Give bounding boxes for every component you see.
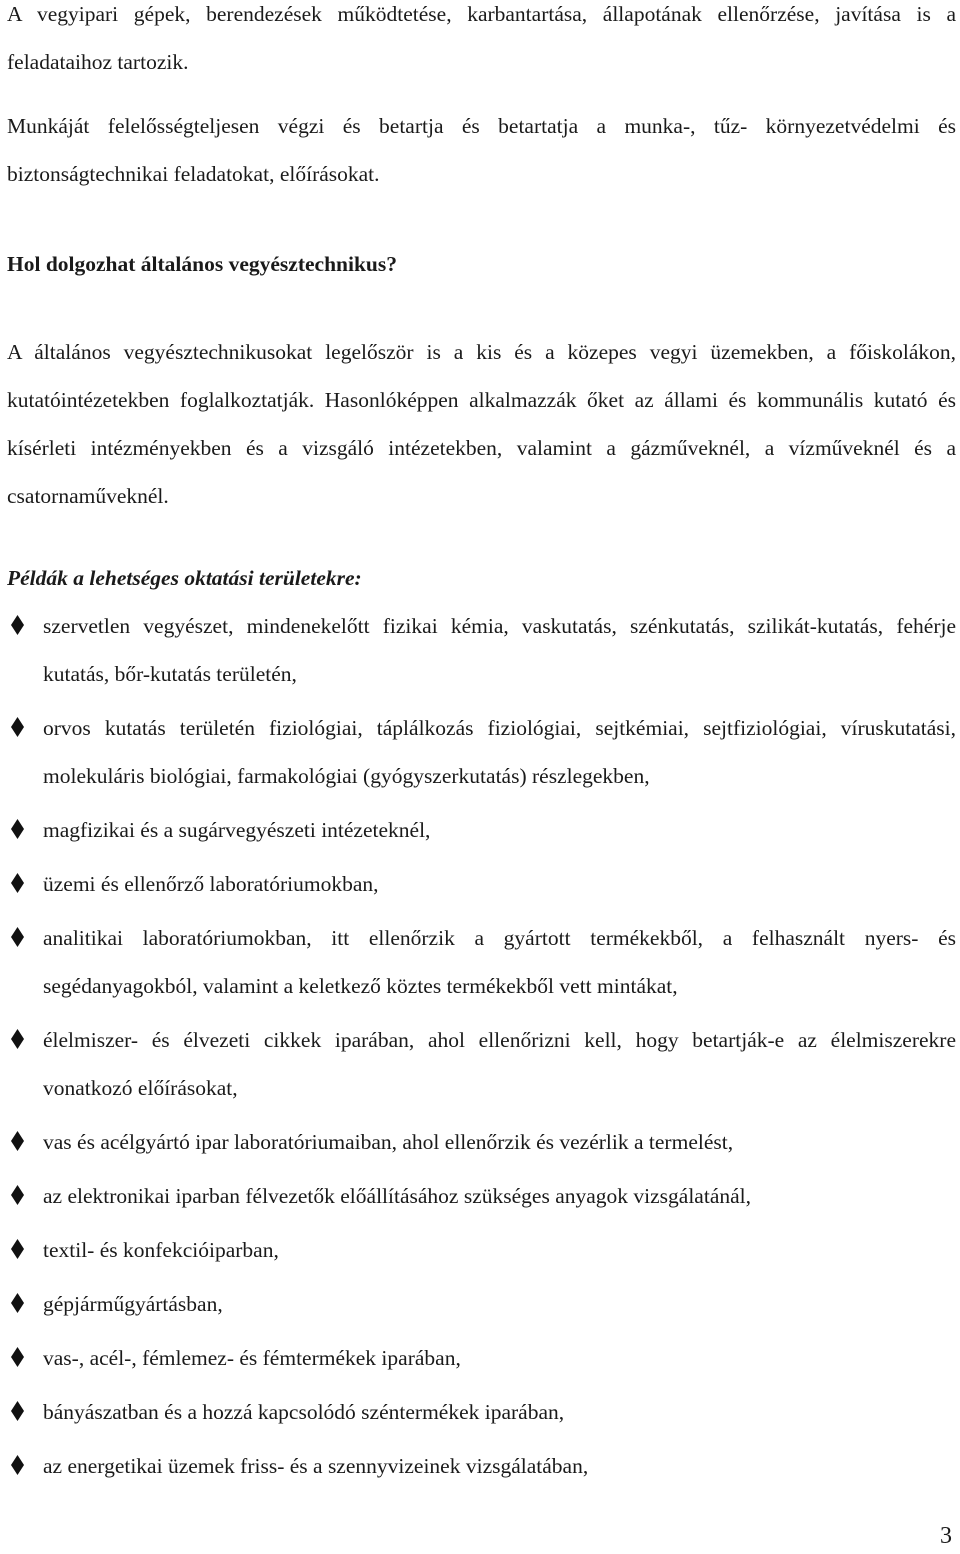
diamond-bullet-icon <box>11 1347 24 1367</box>
section-heading: Hol dolgozhat általános vegyésztechnikus? <box>7 252 398 276</box>
list-item <box>0 704 960 800</box>
diamond-bullet-icon <box>11 1401 24 1421</box>
intro-paragraph-2: Munkáját felelősségteljesen végzi és betartja és betartatja a munka-, tűz- környezetvédelmi és biztonságtechnikai feladatokat, előírásokat. <box>7 114 956 186</box>
list-item <box>0 806 960 854</box>
list-item-text: textil- és konfekcióiparban, <box>43 1238 279 1262</box>
diamond-bullet-icon <box>11 819 24 839</box>
page-number: 3 <box>940 1523 952 1549</box>
list-item-text: az energetikai üzemek friss- és a szennyvizeinek vizsgálatában, <box>43 1454 589 1478</box>
diamond-bullet-icon <box>11 1131 24 1151</box>
list-item <box>0 914 960 1010</box>
list-item-text: az elektronikai iparban félvezetők előállításához szükséges anyagok vizsgálatánál, <box>43 1184 751 1208</box>
list-item-text: bányászatban és a hozzá kapcsolódó széntermékek iparában, <box>43 1400 565 1424</box>
diamond-bullet-icon <box>11 717 24 737</box>
list-item-text: vas és acélgyártó ipar laboratóriumaiban, ahol ellenőrzik és vezérlik a termelést, <box>43 1130 734 1154</box>
diamond-bullet-icon <box>11 1239 24 1259</box>
list-item-text: orvos kutatás területén fiziológiai, táplálkozás fiziológiai, sejtkémiai, sejtfiziológiai, víruskutatási, molekuláris biológiai, farmakológiai (gyógyszerkutatás) részlegekben, <box>43 716 956 788</box>
list-item-text: élelmiszer- és élvezeti cikkek iparában, ahol ellenőrizni kell, hogy betartják-e az élelmiszerekre vonatkozó előírásokat, <box>43 1028 956 1100</box>
diamond-bullet-icon <box>11 1455 24 1475</box>
diamond-bullet-icon <box>11 873 24 893</box>
diamond-bullet-icon <box>11 1029 24 1049</box>
list-item <box>0 1442 960 1490</box>
list-item-text: szervetlen vegyészet, mindenekelőtt fizikai kémia, vaskutatás, szénkutatás, szilikát-kutatás, fehérje kutatás, bőr-kutatás területén, <box>43 614 956 686</box>
list-item-text: analitikai laboratóriumokban, itt ellenőrzik a gyártott termékekből, a felhasznált nyers- és segédanyagokból, valamint a keletkező köztes termékekből vett mintákat, <box>43 926 956 998</box>
list-item <box>0 602 960 698</box>
diamond-bullet-icon <box>11 927 24 947</box>
list-item-text: gépjárműgyártásban, <box>43 1292 223 1316</box>
list-item <box>0 1334 960 1382</box>
diamond-bullet-icon <box>11 1293 24 1313</box>
list-item <box>0 1118 960 1166</box>
list-item-text: magfizikai és a sugárvegyészeti intézeteknél, <box>43 818 431 842</box>
list-item <box>0 1388 960 1436</box>
examples-heading: Példák a lehetséges oktatási területekre: <box>7 566 362 590</box>
list-item <box>0 1280 960 1328</box>
intro-paragraph-1: A vegyipari gépek, berendezések működtetése, karbantartása, állapotának ellenőrzése, javítása is a feladataihoz tartozik. <box>7 2 956 74</box>
list-item <box>0 1226 960 1274</box>
list-item <box>0 860 960 908</box>
list-item <box>0 1172 960 1220</box>
list-item-text: üzemi és ellenőrző laboratóriumokban, <box>43 872 379 896</box>
body-paragraph: A általános vegyésztechnikusokat legelőször is a kis és a közepes vegyi üzemekben, a főiskolákon, kutatóintézetekben foglalkoztatják. Hasonlóképpen alkalmazzák őket az állami és kommunális kutató és kísérleti intézményekben és a vizsgáló intézetekben, valamint a gázműveknél, a vízműveknél és a csatornaműveknél. <box>7 340 956 508</box>
list-item <box>0 1016 960 1112</box>
examples-list <box>0 602 960 1490</box>
list-item-text: vas-, acél-, fémlemez- és fémtermékek iparában, <box>43 1346 461 1370</box>
diamond-bullet-icon <box>11 615 24 635</box>
diamond-bullet-icon <box>11 1185 24 1205</box>
